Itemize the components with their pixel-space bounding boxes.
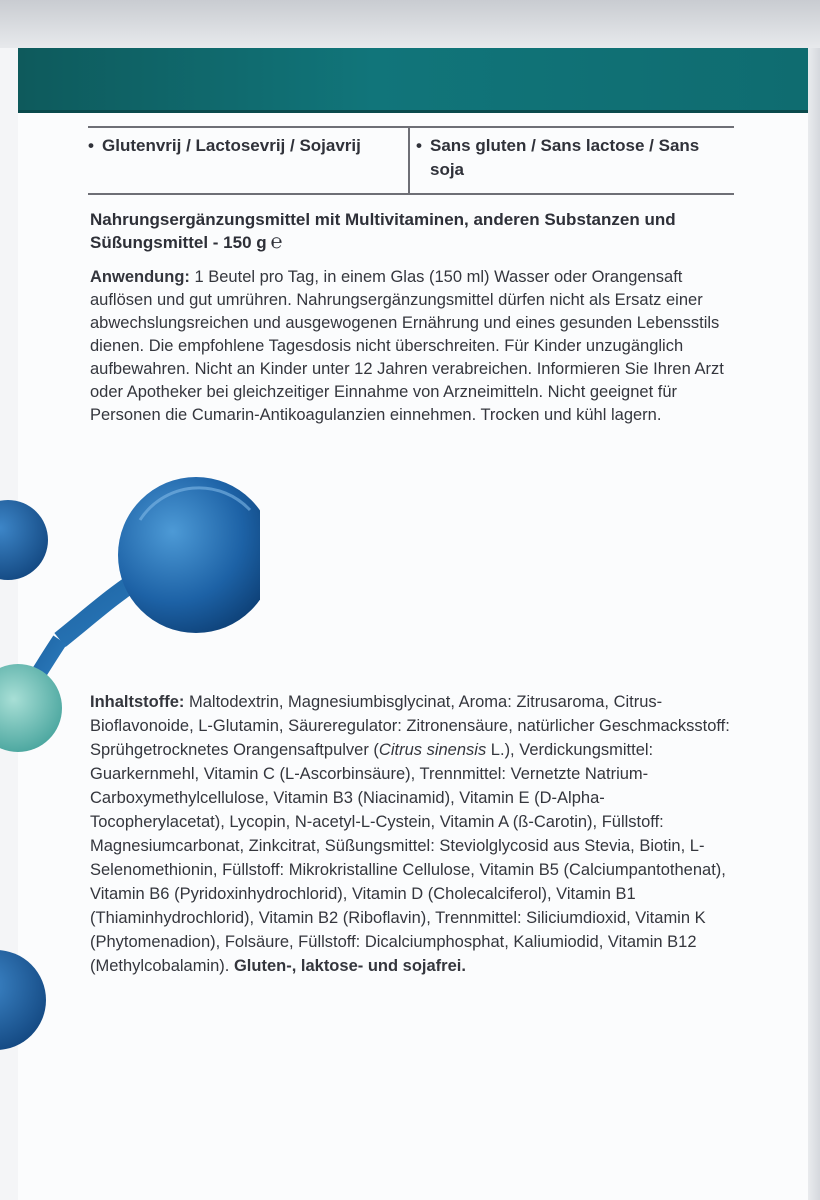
claims-top-rule bbox=[88, 126, 734, 128]
bullet: • bbox=[416, 136, 422, 155]
allergen-free-statement: Gluten-, laktose- und sojafrei. bbox=[233, 957, 466, 975]
claim-french bbox=[416, 134, 730, 182]
claims-bottom-rule bbox=[88, 193, 734, 195]
teal-atom bbox=[0, 664, 62, 752]
claim-french-text: Sans gluten / Sans lactose / Sans soja bbox=[430, 136, 700, 179]
claim-dutch bbox=[88, 134, 402, 158]
box-top-edge bbox=[0, 0, 820, 48]
claims-column-divider bbox=[408, 126, 410, 195]
claim-dutch-text: Glutenvrij / Lactosevrij / Sojavrij bbox=[102, 136, 361, 155]
bullet: • bbox=[88, 136, 94, 155]
ingredients-latin-name: Citrus sinensis bbox=[378, 741, 487, 759]
ingredients-text-1: Maltodextrin, Magnesiumbisglycinat, Aroma: Zitrusaroma, Citrus-Bioflavonoide, L-Glutamin, Säureregulator: Zitronensäure, natürlicher Geschmacksstoff: Sprühgetrocknetes Orangensaftpulver ( bbox=[90, 693, 730, 759]
box-side-edge bbox=[808, 48, 820, 1200]
ingredients-text-2: L.), Verdickungsmittel: Guarkernmehl, Vitamin C (L-Ascorbinsäure), Trennmittel: Vernetzte Natrium-Carboxymethylcellulose, Vitamin B3 (Niacinamid), Vitamin E (D-Alpha-Tocopherylacetat), Lycopin, N-acetyl-L-Cystein, Vitamin A (ß-Carotin), Füllstoff: Magnesiumcarbonat, Zinkcitrat, Süßungsmittel: Steviolglycosid aus Stevia, Biotin, L-Selenomethionin, Füllstoff: Mikrokristalline Cellulose, Vitamin B5 (Calciumpantothenat), Vitamin B6 (Pyridoxinhydrochlorid), Vitamin D (Cholecalciferol), Vitamin B1 (Thiaminhydrochlorid), Vitamin B2 (Riboflavin), Trennmittel: Siliciumdioxid, Vitamin K (Phytomenadion), Folsäure, Füllstoff: Dicalciumphosphat, Kaliumiodid, Vitamin B12 (Methylcobalamin). bbox=[90, 741, 726, 975]
teal-band bbox=[18, 48, 808, 113]
ingredients-label: Inhaltstoffe: bbox=[90, 693, 185, 711]
estimated-sign-icon: ℮ bbox=[270, 231, 283, 253]
usage-instructions bbox=[90, 266, 730, 427]
product-description bbox=[90, 208, 730, 254]
small-atom-lower bbox=[0, 950, 46, 1050]
usage-text: 1 Beutel pro Tag, in einem Glas (150 ml) Wasser oder Orangensaft auflösen und gut umrühren. Nahrungsergänzungsmittel dürfen nicht als Ersatz einer abwechslungsreichen und ausgewogenen Ernährung und eines gesunden Lebensstils dienen. Die empfohlene Tagesdosis nicht überschreiten. Für Kinder unzugänglich aufbewahren. Nicht an Kinder unter 12 Jahren verabreichen. Informieren Sie Ihren Arzt oder Apotheker bei gleichzeitiger Einnahme von Arzneimitteln. Nicht geeignet für Personen die Cumarin-Antikoagulanzien einnehmen. Trocken und kühl lagern. bbox=[90, 268, 724, 424]
usage-label: Anwendung: bbox=[90, 268, 190, 286]
ingredients-list bbox=[90, 690, 730, 978]
product-description-text: Nahrungsergänzungsmittel mit Multivitaminen, anderen Substanzen und Süßungsmittel - 150 g bbox=[90, 210, 676, 252]
small-atom-upper bbox=[0, 500, 48, 580]
